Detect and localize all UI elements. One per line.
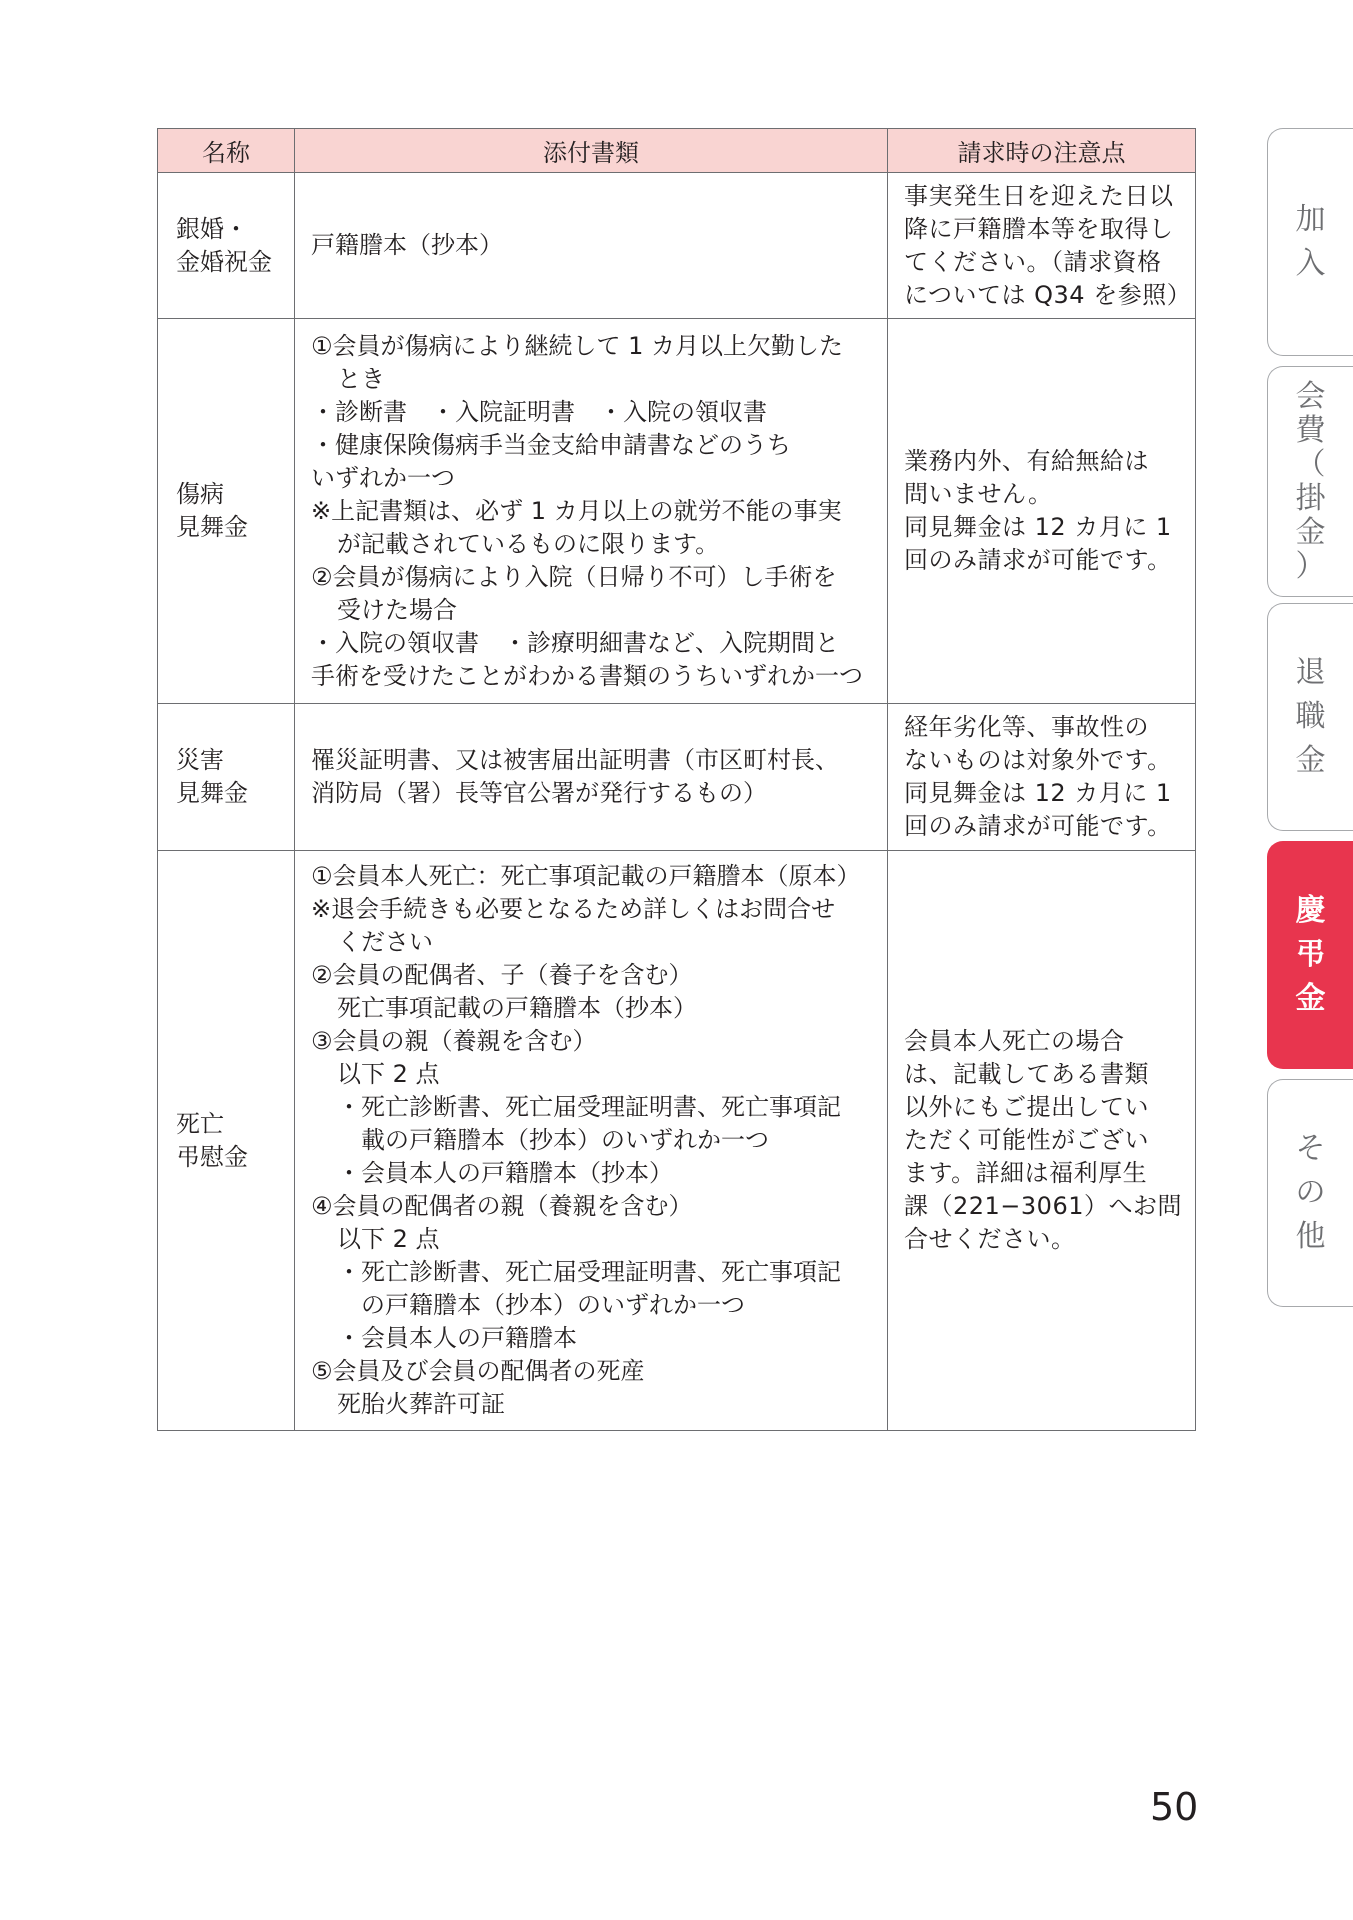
note-line: 問いません。: [904, 480, 1053, 508]
row-name-line: 傷病: [176, 480, 224, 508]
note-line: 事実発生日を迎えた日以: [904, 181, 1174, 210]
note-line: 会員本人死亡の場合: [904, 1027, 1125, 1055]
document-line: ④会員の配偶者の親（養親を含む）: [311, 1192, 693, 1220]
document-line: ・死亡診断書、死亡届受理証明書、死亡事項記: [337, 1258, 841, 1286]
document-line: ・健康保険傷病手当金支給申請書などのうち: [311, 430, 791, 459]
table-row: [158, 851, 1196, 1431]
header-documents: 添付書類: [295, 129, 888, 173]
row-name-line: 銀婚・: [176, 214, 248, 243]
tab-label-char: そ: [1295, 1131, 1326, 1166]
table-row: [158, 704, 1196, 851]
row-note-cell: [888, 319, 1196, 704]
row-name-cell: [158, 851, 295, 1431]
section-tab-4[interactable]: [1267, 1079, 1353, 1307]
row-name-cell: [158, 319, 295, 704]
row-note-cell: [888, 851, 1196, 1431]
tab-label-char: 金: [1295, 743, 1326, 778]
row-note-cell: [888, 173, 1196, 319]
document-line: いずれか一つ: [311, 463, 455, 492]
row-documents-cell: [295, 851, 888, 1431]
section-tab-1[interactable]: [1267, 366, 1353, 597]
document-line: ・入院の領収書 ・診療明細書など、入院期間と: [311, 628, 839, 657]
document-line: ・診断書 ・入院証明書 ・入院の領収書: [311, 397, 767, 426]
document-line: ②会員が傷病により入院（日帰り不可）し手術を: [311, 562, 837, 591]
note-line: 同見舞金は 12 カ月に 1: [904, 513, 1172, 541]
row-name-line: 見舞金: [176, 513, 248, 541]
document-line: ③会員の親（養親を含む）: [311, 1027, 597, 1055]
row-note-cell: [888, 704, 1196, 851]
tab-label-char: 他: [1295, 1219, 1326, 1254]
header-notes: 請求時の注意点: [888, 129, 1196, 173]
note-line: 以外にもご提出してい: [904, 1093, 1149, 1121]
row-name-line: 弔慰金: [176, 1142, 248, 1171]
row-documents-cell: [295, 173, 888, 319]
tab-label-char: 掛: [1295, 480, 1326, 516]
note-line: ただく可能性がござい: [904, 1126, 1149, 1154]
row-name-cell: [158, 173, 295, 319]
table-row: [158, 319, 1196, 704]
document-line: ・会員本人の戸籍謄本: [337, 1324, 577, 1352]
note-line: ます。詳細は福利厚生: [904, 1159, 1148, 1187]
document-line: ・死亡診断書、死亡届受理証明書、死亡事項記: [337, 1093, 841, 1121]
document-line: 戸籍謄本（抄本）: [311, 231, 503, 259]
note-line: 同見舞金は 12 カ月に 1: [904, 779, 1172, 807]
note-line: 回のみ請求が可能です。: [904, 812, 1172, 840]
document-line: とき: [337, 364, 385, 393]
note-line: 業務内外、有給無給は: [904, 447, 1149, 475]
row-documents-cell: [295, 319, 888, 704]
note-line: 課（221−3061）へお問: [904, 1192, 1182, 1220]
row-name-line: 金婚祝金: [176, 247, 272, 276]
document-line: の戸籍謄本（抄本）のいずれか一つ: [361, 1291, 745, 1319]
table-header-row: [158, 129, 1196, 173]
section-tab-2[interactable]: [1267, 603, 1353, 831]
row-name-line: 災害: [176, 746, 224, 774]
row-name-line: 死亡: [176, 1109, 224, 1138]
row-documents-cell: [295, 704, 888, 851]
tab-label-char: 退: [1295, 655, 1326, 690]
page-number: 50: [1150, 1785, 1199, 1829]
tab-label-char: 金: [1295, 981, 1326, 1016]
tab-label-char: 慶: [1295, 893, 1326, 928]
tab-label-char: 費: [1295, 412, 1326, 448]
document-line: 死胎火葬許可証: [337, 1390, 505, 1418]
note-line: 経年劣化等、事故性の: [904, 713, 1149, 741]
note-line: ないものは対象外です。: [904, 746, 1172, 774]
document-line: ①会員本人死亡：死亡事項記載の戸籍謄本（原本）: [311, 862, 861, 890]
document-line: 以下 2 点: [337, 1225, 440, 1253]
document-line: 載の戸籍謄本（抄本）のいずれか一つ: [361, 1126, 769, 1154]
note-line: については Q34 を参照）: [904, 280, 1192, 309]
note-line: 回のみ請求が可能です。: [904, 546, 1172, 574]
benefits-table: [157, 128, 1196, 1431]
row-name-line: 見舞金: [176, 779, 248, 807]
tab-label-char: 職: [1295, 699, 1326, 734]
document-line: が記載されているものに限ります。: [337, 529, 720, 558]
document-line: 死亡事項記載の戸籍謄本（抄本）: [337, 994, 697, 1022]
row-name-cell: [158, 704, 295, 851]
tab-label-char: 会: [1295, 378, 1326, 414]
section-tab-3[interactable]: [1267, 841, 1353, 1069]
document-line: ※退会手続きも必要となるため詳しくはお問合せ: [311, 895, 836, 923]
tab-label-char: の: [1295, 1175, 1326, 1210]
header-name: 名称: [158, 129, 295, 173]
document-line: ②会員の配偶者、子（養子を含む）: [311, 961, 693, 989]
document-line: ※上記書類は、必ず 1 カ月以上の就労不能の事実: [311, 496, 842, 525]
tab-label-char: （: [1295, 446, 1326, 482]
note-line: てください。（請求資格: [904, 247, 1162, 276]
note-line: 合せください。: [904, 1225, 1076, 1253]
document-line: ・会員本人の戸籍謄本（抄本）: [337, 1159, 673, 1187]
document-line: 罹災証明書、又は被害届出証明書（市区町村長、: [311, 746, 839, 774]
document-line: ①会員が傷病により継続して 1 カ月以上欠勤した: [311, 331, 844, 360]
tab-label-char: ）: [1295, 548, 1326, 584]
tab-label-char: 金: [1295, 514, 1326, 550]
table-row: [158, 173, 1196, 319]
tab-label-char: 加: [1295, 202, 1326, 237]
document-line: 手術を受けたことがわかる書類のうちいずれか一つ: [311, 661, 863, 690]
tab-label-char: 入: [1295, 246, 1326, 281]
note-line: 降に戸籍謄本等を取得し: [904, 214, 1174, 243]
section-tab-0[interactable]: [1267, 128, 1353, 356]
document-line: 以下 2 点: [337, 1060, 440, 1088]
document-line: 消防局（署）長等官公署が発行するもの）: [311, 779, 767, 807]
note-line: は、記載してある書類: [904, 1060, 1149, 1088]
document-line: ⑤会員及び会員の配偶者の死産: [311, 1357, 645, 1385]
tab-label-char: 弔: [1295, 937, 1326, 972]
document-line: ください: [337, 928, 433, 956]
document-line: 受けた場合: [337, 595, 457, 624]
